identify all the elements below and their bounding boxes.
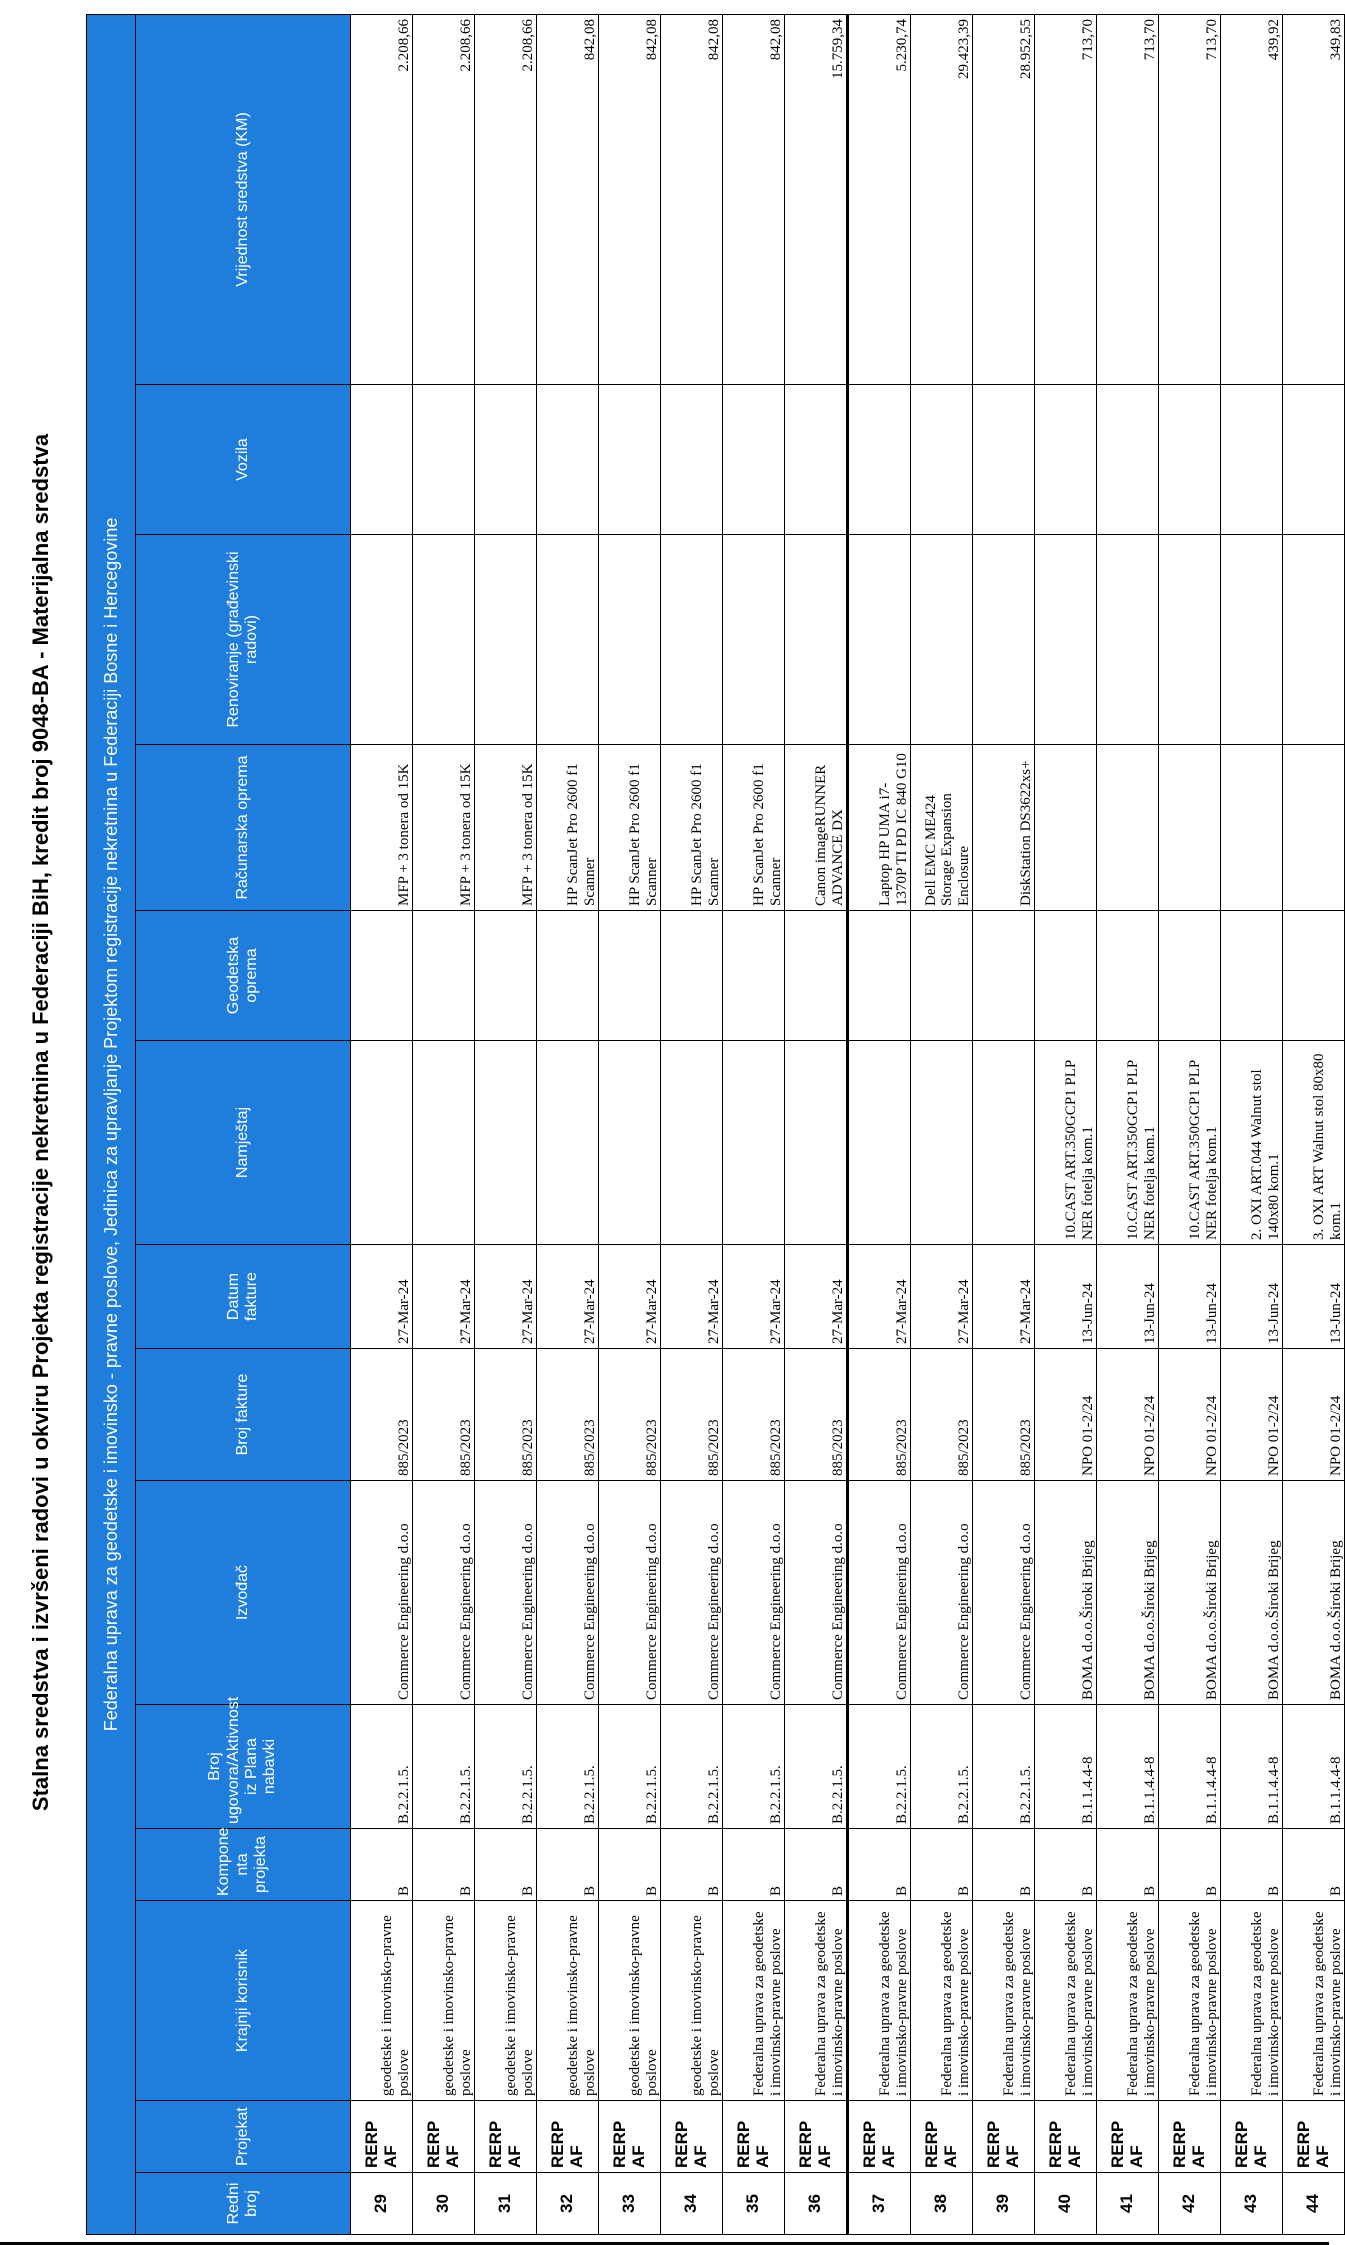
cell-contract-activity: B.1.1.4.4-8 [1221,1705,1283,1829]
col-vozila: Vozila [136,385,351,535]
cell-contractor: Commerce Engineering d.o.o [537,1481,599,1705]
cell-vehicles [537,385,599,535]
cell-furniture: 10.CAST ART.350GCP1 PLP NER fotelja kom.1 [1159,1041,1221,1245]
cell-invoice-number: 885/2023 [661,1349,723,1481]
cell-vehicles [413,385,475,535]
cell-survey-equipment [723,911,785,1041]
cell-survey-equipment [911,911,973,1041]
col-redni-broj: Redni broj [136,2173,351,2235]
cell-vehicles [723,385,785,535]
cell-project-code: RERP AF [475,2101,537,2173]
cell-invoice-number: 885/2023 [351,1349,413,1481]
cell-survey-equipment [785,911,848,1041]
cell-furniture [413,1041,475,1245]
cell-contractor: Commerce Engineering d.o.o [848,1481,911,1705]
cell-invoice-date: 27-Mar-24 [413,1245,475,1349]
cell-contract-activity: B.2.2.1.5. [723,1705,785,1829]
table-row [911,14,973,2234]
cell-furniture: 10.CAST ART.350GCP1 PLP NER fotelja kom.1 [1097,1041,1159,1245]
cell-asset-value: 842,08 [723,14,785,384]
cell-row-number: 39 [973,2173,1035,2235]
cell-project-code: RERP AF [413,2101,475,2173]
cell-vehicles [599,385,661,535]
cell-asset-value: 2.208,66 [475,14,537,384]
cell-project-code: RERP AF [599,2101,661,2173]
header-banner: Federalna uprava za geodetske i imovinsko - pravne poslove, Jedinica za upravljanje Projektom registracije nekretnina u Federaciji Bosne i Hercegovine [87,14,136,2234]
cell-end-user: Federalna uprava za geodetske i imovinsko-pravne poslove [785,1901,848,2101]
cell-component: B [351,1829,413,1901]
cell-project-code: RERP AF [848,2101,911,2173]
cell-invoice-date: 27-Mar-24 [848,1245,911,1349]
cell-contract-activity: B.2.2.1.5. [848,1705,911,1829]
cell-invoice-number: 885/2023 [785,1349,848,1481]
assets-table [86,14,1345,2235]
cell-component: B [973,1829,1035,1901]
cell-renovation [1221,535,1283,745]
cell-project-code: RERP AF [911,2101,973,2173]
cell-end-user: Federalna uprava za geodetske i imovinsko-pravne poslove [1097,1901,1159,2101]
cell-end-user: Federalna uprava za geodetske i imovinsko-pravne poslove [973,1901,1035,2101]
cell-renovation [723,535,785,745]
col-namjestaj: Namještaj [136,1041,351,1245]
cell-invoice-number: NPO 01-2/24 [1097,1349,1159,1481]
cell-contract-activity: B.2.2.1.5. [785,1705,848,1829]
cell-row-number: 37 [848,2173,911,2235]
table-row [1159,14,1221,2234]
cell-contract-activity: B.1.1.4.4-8 [1035,1705,1097,1829]
cell-contract-activity: B.2.2.1.5. [661,1705,723,1829]
cell-contract-activity: B.2.2.1.5. [973,1705,1035,1829]
cell-vehicles [973,385,1035,535]
cell-renovation [1035,535,1097,745]
cell-survey-equipment [1097,911,1159,1041]
cell-renovation [911,535,973,745]
col-broj-ugovora: Broj ugovora/Aktivnost iz Plana nabavki [136,1705,351,1829]
cell-furniture: 10.CAST ART.350GCP1 PLP NER fotelja kom.1 [1035,1041,1097,1245]
col-datum-fakture: Datum fakture [136,1245,351,1349]
cell-vehicles [351,385,413,535]
cell-vehicles [475,385,537,535]
cell-asset-value: 842,08 [599,14,661,384]
col-broj-fakture: Broj fakture [136,1349,351,1481]
cell-asset-value: 29.423,39 [911,14,973,384]
cell-computer-equipment: HP ScanJet Pro 2600 f1 Scanner [537,745,599,911]
cell-survey-equipment [661,911,723,1041]
table-row [661,14,723,2234]
cell-contract-activity: B.2.2.1.5. [475,1705,537,1829]
cell-vehicles [1035,385,1097,535]
cell-invoice-date: 27-Mar-24 [475,1245,537,1349]
cell-end-user: Federalna uprava za geodetske i imovinsko-pravne poslove [1035,1901,1097,2101]
cell-project-code: RERP AF [973,2101,1035,2173]
cell-contractor: BOMA d.o.o.Široki Brijeg [1035,1481,1097,1705]
cell-component: B [661,1829,723,1901]
cell-survey-equipment [351,911,413,1041]
cell-furniture [911,1041,973,1245]
cell-survey-equipment [848,911,911,1041]
cell-vehicles [1159,385,1221,535]
cell-invoice-date: 27-Mar-24 [723,1245,785,1349]
cell-asset-value: 15.759,34 [785,14,848,384]
table-row [537,14,599,2234]
cell-invoice-date: 13-Jun-24 [1221,1245,1283,1349]
cell-computer-equipment: DiskStation DS3622xs+ [973,745,1035,911]
cell-furniture [351,1041,413,1245]
cell-component: B [413,1829,475,1901]
cell-component: B [599,1829,661,1901]
cell-invoice-number: NPO 01-2/24 [1221,1349,1283,1481]
cell-contractor: Commerce Engineering d.o.o [599,1481,661,1705]
cell-vehicles [911,385,973,535]
cell-contractor: Commerce Engineering d.o.o [723,1481,785,1705]
cell-component: B [1283,1829,1345,1901]
cell-asset-value: 349,83 [1283,14,1345,384]
cell-invoice-number: NPO 01-2/24 [1035,1349,1097,1481]
document-title: Stalna sredstva i izvršeni radovi u okviru Projekta registracije nekretnina u Federaciji BiH, kredit broj 9048-BA - Materijalna sredstva [28,433,53,1812]
cell-renovation [1097,535,1159,745]
cell-survey-equipment [1159,911,1221,1041]
cell-vehicles [848,385,911,535]
cell-survey-equipment [413,911,475,1041]
cell-end-user: geodetske i imovinsko-pravne poslove [599,1901,661,2101]
cell-end-user: Federalna uprava za geodetske i imovinsko-pravne poslove [1159,1901,1221,2101]
cell-furniture [848,1041,911,1245]
cell-contractor: Commerce Engineering d.o.o [911,1481,973,1705]
cell-row-number: 42 [1159,2173,1221,2235]
cell-contractor: BOMA d.o.o.Široki Brijeg [1097,1481,1159,1705]
table-row [351,14,413,2234]
cell-row-number: 33 [599,2173,661,2235]
cell-invoice-date: 27-Mar-24 [785,1245,848,1349]
cell-end-user: Federalna uprava za geodetske i imovinsko-pravne poslove [1283,1901,1345,2101]
cell-furniture [973,1041,1035,1245]
cell-vehicles [1221,385,1283,535]
cell-computer-equipment [1221,745,1283,911]
cell-row-number: 30 [413,2173,475,2235]
cell-renovation [661,535,723,745]
cell-asset-value: 2.208,66 [351,14,413,384]
cell-end-user: Federalna uprava za geodetske i imovinsko-pravne poslove [1221,1901,1283,2101]
cell-furniture: 3. OXI ART Walnut stol 80x80 kom.1 [1283,1041,1345,1245]
cell-contractor: Commerce Engineering d.o.o [973,1481,1035,1705]
cell-renovation [413,535,475,745]
cell-computer-equipment: HP ScanJet Pro 2600 f1 Scanner [661,745,723,911]
cell-row-number: 35 [723,2173,785,2235]
cell-asset-value: 713,70 [1159,14,1221,384]
cell-asset-value: 28.952,55 [973,14,1035,384]
cell-asset-value: 439,92 [1221,14,1283,384]
col-komponenta: Kompone nta projekta [136,1829,351,1901]
cell-invoice-number: NPO 01-2/24 [1159,1349,1221,1481]
cell-contractor: Commerce Engineering d.o.o [351,1481,413,1705]
cell-survey-equipment [475,911,537,1041]
cell-asset-value: 5.230,74 [848,14,911,384]
cell-survey-equipment [1283,911,1345,1041]
cell-invoice-date: 27-Mar-24 [911,1245,973,1349]
table-row [599,14,661,2234]
cell-computer-equipment [1283,745,1345,911]
cell-contract-activity: B.1.1.4.4-8 [1283,1705,1345,1829]
cell-computer-equipment: Laptop HP UMA i7-1370P TI PD IC 840 G10 [848,745,911,911]
cell-asset-value: 842,08 [661,14,723,384]
cell-vehicles [661,385,723,535]
cell-component: B [723,1829,785,1901]
cell-contractor: Commerce Engineering d.o.o [785,1481,848,1705]
cell-contract-activity: B.2.2.1.5. [911,1705,973,1829]
cell-renovation [973,535,1035,745]
cell-end-user: geodetske i imovinsko-pravne poslove [351,1901,413,2101]
cell-survey-equipment [1035,911,1097,1041]
cell-renovation [537,535,599,745]
cell-contractor: Commerce Engineering d.o.o [413,1481,475,1705]
table-row [1221,14,1283,2234]
cell-vehicles [785,385,848,535]
cell-project-code: RERP AF [1159,2101,1221,2173]
col-renoviranje: Renoviranje (građevinski radovi) [136,535,351,745]
cell-row-number: 32 [537,2173,599,2235]
cell-row-number: 31 [475,2173,537,2235]
cell-end-user: Federalna uprava za geodetske i imovinsko-pravne poslove [911,1901,973,2101]
cell-computer-equipment: MFP + 3 tonera od 15K [475,745,537,911]
cell-survey-equipment [599,911,661,1041]
cell-contractor: Commerce Engineering d.o.o [475,1481,537,1705]
cell-vehicles [1097,385,1159,535]
cell-vehicles [1283,385,1345,535]
cell-component: B [911,1829,973,1901]
cell-computer-equipment [1035,745,1097,911]
cell-asset-value: 842,08 [537,14,599,384]
cell-invoice-number: 885/2023 [848,1349,911,1481]
cell-project-code: RERP AF [351,2101,413,2173]
cell-renovation [848,535,911,745]
cell-invoice-number: 885/2023 [475,1349,537,1481]
cell-renovation [351,535,413,745]
cell-renovation [475,535,537,745]
cell-contractor: BOMA d.o.o.Široki Brijeg [1283,1481,1345,1705]
cell-component: B [848,1829,911,1901]
cell-computer-equipment: Dell EMC ME424 Storage Expansion Enclosure [911,745,973,911]
cell-row-number: 44 [1283,2173,1345,2235]
cell-contract-activity: B.2.2.1.5. [599,1705,661,1829]
cell-asset-value: 2.208,66 [413,14,475,384]
cell-project-code: RERP AF [785,2101,848,2173]
cell-asset-value: 713,70 [1035,14,1097,384]
cell-invoice-date: 13-Jun-24 [1283,1245,1345,1349]
cell-invoice-number: 885/2023 [723,1349,785,1481]
cell-invoice-date: 27-Mar-24 [599,1245,661,1349]
cell-furniture [599,1041,661,1245]
cell-renovation [599,535,661,745]
col-racunarska-oprema: Računarska oprema [136,745,351,911]
cell-row-number: 41 [1097,2173,1159,2235]
table-row [475,14,537,2234]
cell-end-user: geodetske i imovinsko-pravne poslove [413,1901,475,2101]
cell-row-number: 38 [911,2173,973,2235]
cell-invoice-date: 13-Jun-24 [1097,1245,1159,1349]
cell-invoice-date: 13-Jun-24 [1159,1245,1221,1349]
cell-invoice-number: 885/2023 [911,1349,973,1481]
cell-row-number: 40 [1035,2173,1097,2235]
table-row [973,14,1035,2234]
cell-survey-equipment [973,911,1035,1041]
cell-component: B [475,1829,537,1901]
cell-project-code: RERP AF [1283,2101,1345,2173]
table-row [1097,14,1159,2234]
cell-invoice-date: 27-Mar-24 [973,1245,1035,1349]
cell-computer-equipment: HP ScanJet Pro 2600 f1 Scanner [599,745,661,911]
cell-end-user: geodetske i imovinsko-pravne poslove [537,1901,599,2101]
table-row [785,14,848,2234]
cell-invoice-number: NPO 01-2/24 [1283,1349,1345,1481]
table-row [1283,14,1345,2234]
cell-contract-activity: B.2.2.1.5. [537,1705,599,1829]
table-row [723,14,785,2234]
cell-renovation [1283,535,1345,745]
cell-project-code: RERP AF [661,2101,723,2173]
cell-contractor: Commerce Engineering d.o.o [661,1481,723,1705]
cell-furniture [475,1041,537,1245]
cell-end-user: Federalna uprava za geodetske i imovinsko-pravne poslove [848,1901,911,2101]
cell-renovation [1159,535,1221,745]
cell-contract-activity: B.2.2.1.5. [413,1705,475,1829]
cell-invoice-number: 885/2023 [973,1349,1035,1481]
cell-invoice-number: 885/2023 [413,1349,475,1481]
table-body [351,14,1345,2234]
cell-project-code: RERP AF [1097,2101,1159,2173]
cell-component: B [1035,1829,1097,1901]
cell-component: B [1159,1829,1221,1901]
cell-project-code: RERP AF [537,2101,599,2173]
cell-contract-activity: B.1.1.4.4-8 [1097,1705,1159,1829]
cell-computer-equipment [1159,745,1221,911]
cell-computer-equipment: Canon imageRUNNER ADVANCE DX [785,745,848,911]
cell-contractor: BOMA d.o.o.Široki Brijeg [1221,1481,1283,1705]
cell-end-user: geodetske i imovinsko-pravne poslove [661,1901,723,2101]
cell-project-code: RERP AF [723,2101,785,2173]
cell-computer-equipment [1097,745,1159,911]
col-geodetska-oprema: Geodetska oprema [136,911,351,1041]
cell-renovation [785,535,848,745]
cell-computer-equipment: HP ScanJet Pro 2600 f1 Scanner [723,745,785,911]
cell-furniture [537,1041,599,1245]
col-izvodac: Izvođač [136,1481,351,1705]
cell-invoice-date: 27-Mar-24 [537,1245,599,1349]
cell-row-number: 29 [351,2173,413,2235]
cell-contract-activity: B.2.2.1.5. [351,1705,413,1829]
cell-component: B [1221,1829,1283,1901]
cell-computer-equipment: MFP + 3 tonera od 15K [351,745,413,911]
cell-row-number: 34 [661,2173,723,2235]
col-vrijednost: Vrijednost sredstva (KM) [136,14,351,384]
cell-project-code: RERP AF [1035,2101,1097,2173]
cell-project-code: RERP AF [1221,2101,1283,2173]
cell-invoice-date: 13-Jun-24 [1035,1245,1097,1349]
cell-component: B [537,1829,599,1901]
cell-invoice-date: 27-Mar-24 [661,1245,723,1349]
table-row [1035,14,1097,2234]
cell-contract-activity: B.1.1.4.4-8 [1159,1705,1221,1829]
cell-invoice-date: 27-Mar-24 [351,1245,413,1349]
cell-furniture [661,1041,723,1245]
col-projekat: Projekat [136,2101,351,2173]
cell-invoice-number: 885/2023 [537,1349,599,1481]
cell-survey-equipment [1221,911,1283,1041]
cell-end-user: Federalna uprava za geodetske i imovinsko-pravne poslove [723,1901,785,2101]
cell-invoice-number: 885/2023 [599,1349,661,1481]
cell-component: B [1097,1829,1159,1901]
table-row [413,14,475,2234]
table-row [848,14,911,2234]
cell-computer-equipment: MFP + 3 tonera od 15K [413,745,475,911]
cell-component: B [785,1829,848,1901]
cell-furniture: 2. OXI ART.044 Walnut stol 140x80 kom.1 [1221,1041,1283,1245]
cell-survey-equipment [537,911,599,1041]
cell-row-number: 43 [1221,2173,1283,2235]
cell-row-number: 36 [785,2173,848,2235]
cell-furniture [723,1041,785,1245]
cell-furniture [785,1041,848,1245]
cell-end-user: geodetske i imovinsko-pravne poslove [475,1901,537,2101]
col-krajnji-korisnik: Krajnji korisnik [136,1901,351,2101]
cell-contractor: BOMA d.o.o.Široki Brijeg [1159,1481,1221,1705]
cell-asset-value: 713,70 [1097,14,1159,384]
